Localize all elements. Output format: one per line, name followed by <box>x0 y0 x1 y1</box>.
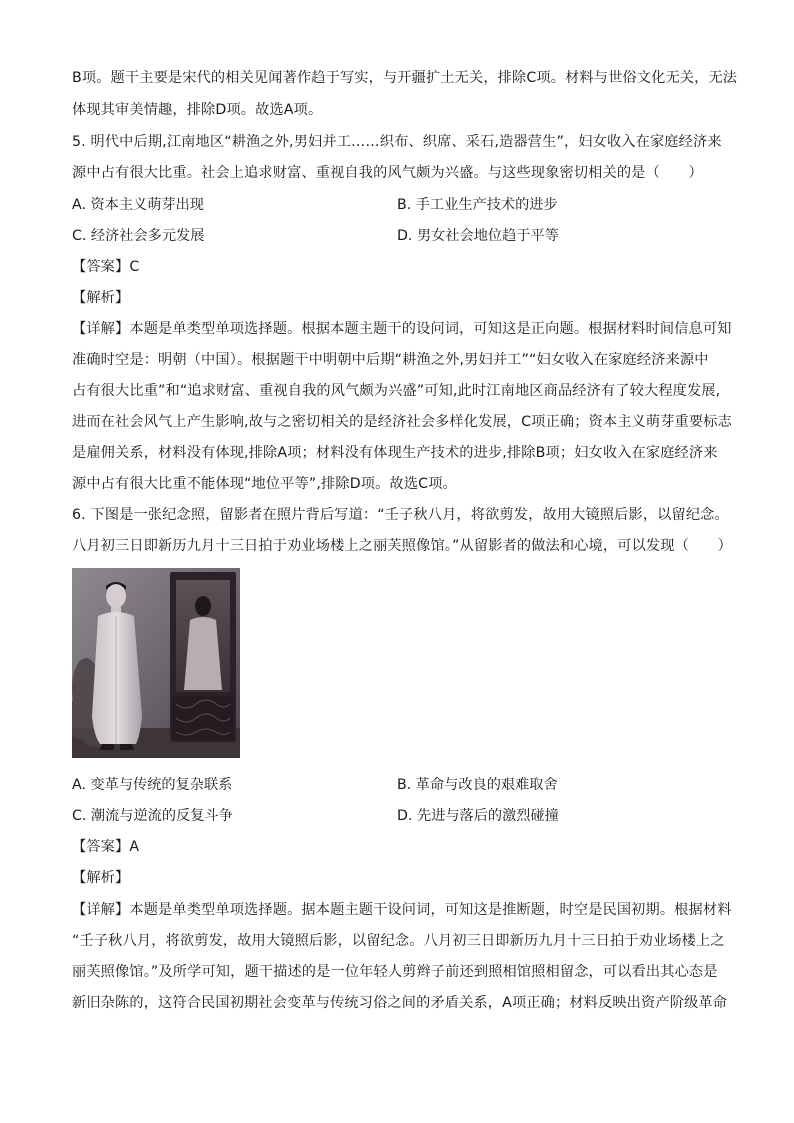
q5-detail-line: 进而在社会风气上产生影响,故与之密切相关的是经济社会多样化发展，C项正确；资本主义萌芽重要标志 <box>72 414 732 430</box>
q5-option-a: A. 资本主义萌芽出现 <box>72 197 204 213</box>
memorial-photo <box>72 568 240 758</box>
q6-detail-line: 新旧杂陈的，这符合民国初期社会变革与传统习俗之间的矛盾关系，A项正确；材料反映出资产阶级革命 <box>72 995 728 1011</box>
q5-detail-line: 是雇佣关系，材料没有体现,排除A项；材料没有体现生产技术的进步,排除B项；妇女收入在家庭经济来 <box>72 445 718 461</box>
question-6-stem: 八月初三日即新历九月十三日拍于劝业场楼上之丽芙照像馆。”从留影者的做法和心境，可以发现（ ） <box>72 538 732 554</box>
q6-option-a: A. 变革与传统的复杂联系 <box>72 777 233 793</box>
question-5-stem: 源中占有很大比重。社会上追求财富、重视自我的风气颇为兴盛。与这些现象密切相关的是（ ） <box>72 165 703 181</box>
q6-option-b: B. 革命与改良的艰难取舍 <box>397 777 558 793</box>
q5-option-b: B. 手工业生产技术的进步 <box>397 197 558 213</box>
q6-detail-line: 丽芙照像馆。”及所学可知，题干描述的是一位年轻人剪辫子前还到照相馆照相留念，可以看出其心态是 <box>72 964 718 980</box>
q6-option-d: D. 先进与落后的激烈碰撞 <box>397 808 559 824</box>
q5-answer: 【答案】C <box>72 259 140 275</box>
text-line: 体现其审美情趣，排除D项。故选A项。 <box>72 102 323 118</box>
q5-detail-line: 【详解】本题是单类型单项选择题。根据本题主题干的设问词，可知这是正向题。根据材料时间信息可知 <box>72 321 732 337</box>
q5-option-d: D. 男女社会地位趋于平等 <box>397 228 559 244</box>
text-line: B项。题干主要是宋代的相关见闻著作趋于写实，与开疆扩土无关，排除C项。材料与世俗文化无关，无法 <box>72 70 738 86</box>
q6-option-c: C. 潮流与逆流的反复斗争 <box>72 808 233 824</box>
q5-option-c: C. 经济社会多元发展 <box>72 228 205 244</box>
q6-answer: 【答案】A <box>72 839 140 855</box>
q5-analysis-label: 【解析】 <box>72 290 130 306</box>
q6-detail-line: 【详解】本题是单类型单项选择题。据本题主题干设问词，可知这是推断题，时空是民国初期。根据材料 <box>72 902 732 918</box>
q5-detail-line: 准确时空是：明朝（中国）。根据题干中明朝中后期“耕渔之外,男妇并工”“妇女收入在家庭经济来源中 <box>72 352 709 368</box>
question-5-stem: 5. 明代中后期,江南地区“耕渔之外,男妇并工……织布、织席、采石,造器营生”，妇女收入在家庭经济来 <box>72 134 722 150</box>
question-6-stem: 6. 下图是一张纪念照，留影者在照片背后写道：“壬子秋八月，将欲剪发，故用大镜照后影，以留纪念。 <box>72 507 729 523</box>
q6-detail-line: “壬子秋八月，将欲剪发，故用大镜照后影，以留纪念。八月初三日即新历九月十三日拍于劝业场楼上之 <box>72 933 725 949</box>
q5-detail-line: 占有很大比重”和“追求财富、重视自我的风气颇为兴盛”可知,此时江南地区商品经济有了较大程度发展, <box>72 383 721 399</box>
q5-detail-line: 源中占有很大比重不能体现“地位平等”,排除D项。故选C项。 <box>72 476 457 492</box>
q6-analysis-label: 【解析】 <box>72 870 130 886</box>
